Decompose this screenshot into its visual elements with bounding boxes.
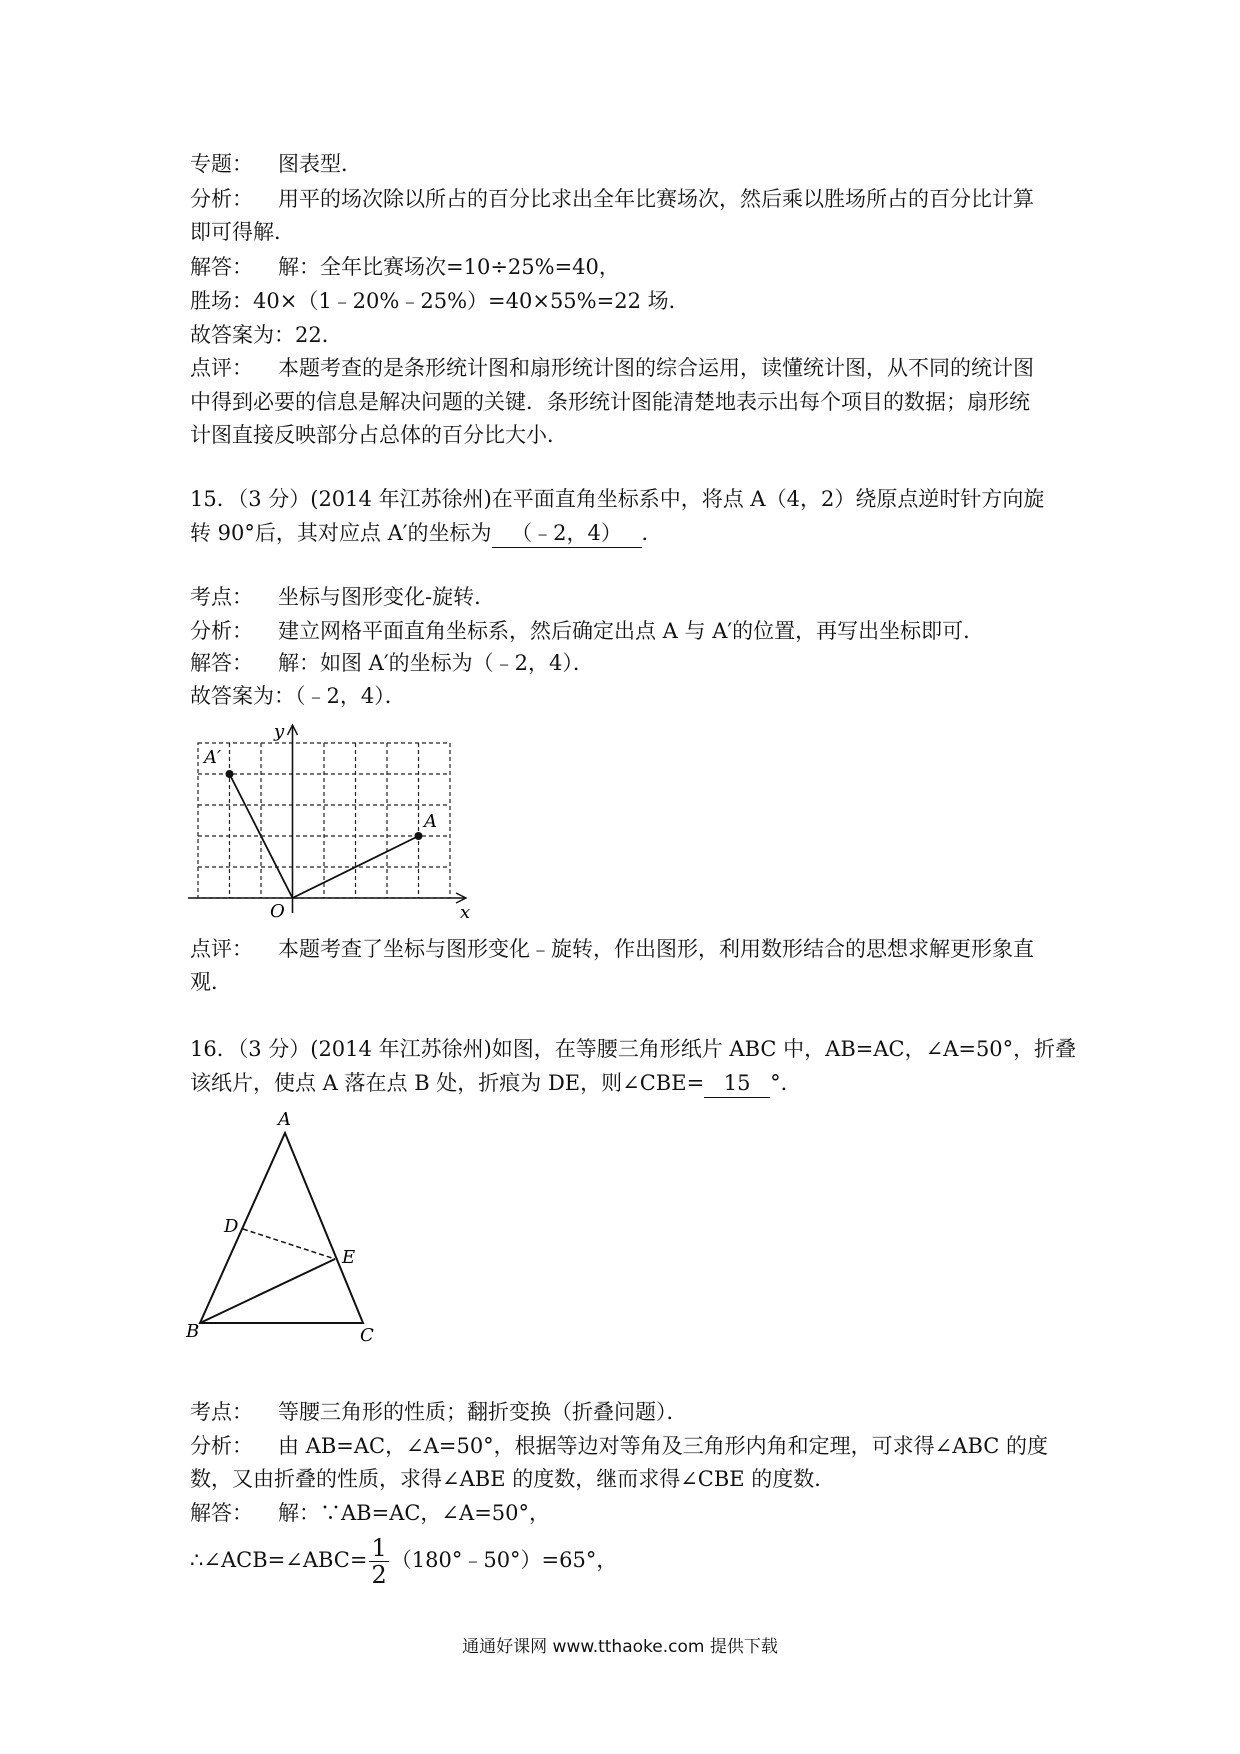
q14-answer-2: 胜场：40×（1﹣20%﹣25%）=40×55%=22 场． bbox=[190, 289, 690, 313]
q14-topic: 图表型． bbox=[278, 152, 362, 176]
q14-comment-line-1 bbox=[190, 351, 1070, 385]
q14-answer-1: 解：全年比赛场次=10÷25%=40， bbox=[278, 255, 620, 279]
q14-analysis-label: 分析： bbox=[190, 187, 253, 211]
q15-analysis: 建立网格平面直角坐标系，然后确定出点 A 与 A′的位置，再写出坐标即可． bbox=[278, 619, 985, 643]
q16-answer-2b: （180°﹣50°）=65°， bbox=[390, 1548, 618, 1572]
q14-analysis-1: 用平的场次除以所占的百分比求出全年比赛场次，然后乘以胜场所占的百分比计算 bbox=[278, 187, 1034, 211]
q15-comment-line-1 bbox=[190, 932, 1070, 966]
q15-point: 坐标与图形变化-旋转． bbox=[278, 585, 496, 609]
label-b: B bbox=[186, 1321, 200, 1342]
q15-stem-2b: ． bbox=[641, 521, 663, 545]
q15-answer-blank: （﹣2，4） bbox=[492, 519, 642, 548]
point-a bbox=[415, 832, 423, 840]
q14-analysis-line-1 bbox=[190, 182, 1070, 216]
q14-comment-1: 本题考查的是条形统计图和扇形统计图的综合运用，读懂统计图，从不同的统计图 bbox=[278, 356, 1034, 380]
q14-final-answer: 故答案为：22． bbox=[190, 323, 343, 347]
q16-answer-line-2 bbox=[190, 1532, 1070, 1588]
q16-analysis-label: 分析： bbox=[190, 1434, 253, 1458]
label-o: O bbox=[270, 901, 285, 922]
label-a: A bbox=[424, 811, 437, 832]
q15-comment-2: 观． bbox=[190, 970, 232, 994]
q16-stem-2b: °． bbox=[770, 1071, 802, 1095]
q14-topic-label: 专题： bbox=[190, 152, 253, 176]
fraction-one-half bbox=[369, 1535, 388, 1588]
q15-analysis-label: 分析： bbox=[190, 619, 253, 643]
q16-point-line bbox=[190, 1395, 1070, 1429]
label-a: A bbox=[278, 1109, 291, 1130]
fraction-denominator: 2 bbox=[371, 1561, 387, 1589]
q15-comment-1: 本题考查了坐标与图形变化﹣旋转，作出图形，利用数形结合的思想求解更形象直 bbox=[278, 937, 1034, 961]
q15-point-label: 考点： bbox=[190, 585, 253, 609]
q16-stem-line-2 bbox=[190, 1066, 1070, 1100]
point-a-prime bbox=[226, 770, 234, 778]
segment-be bbox=[200, 1259, 335, 1323]
q16-triangle-figure bbox=[180, 1105, 400, 1345]
q15-point-line bbox=[190, 580, 1070, 614]
q16-analysis-2: 数，又由折叠的性质，求得∠ABE 的度数，继而求得∠CBE 的度数． bbox=[190, 1467, 836, 1491]
q14-comment-label: 点评： bbox=[190, 356, 253, 380]
q15-answer: 解：如图 A′的坐标为（﹣2，4）． bbox=[278, 651, 594, 675]
label-e: E bbox=[342, 1247, 356, 1268]
q16-point: 等腰三角形的性质；翻折变换（折叠问题）． bbox=[278, 1400, 688, 1424]
fold-line-de bbox=[243, 1229, 335, 1259]
q14-answer-label: 解答： bbox=[190, 255, 253, 279]
q15-answer-label: 解答： bbox=[190, 651, 253, 675]
q14-analysis-2: 即可得解． bbox=[190, 220, 295, 244]
label-a-prime: A′ bbox=[204, 747, 222, 768]
q15-stem-1: 15．（3 分）(2014 年江苏徐州)在平面直角坐标系中，将点 A（4，2）绕原点逆时针方向旋 bbox=[190, 487, 1045, 511]
grid-lines bbox=[198, 743, 450, 898]
q14-comment-3: 计图直接反映部分占总体的百分比大小． bbox=[190, 423, 568, 447]
q16-answer-label: 解答： bbox=[190, 1501, 253, 1525]
label-d: D bbox=[224, 1216, 239, 1237]
q15-coordinate-figure bbox=[188, 715, 478, 925]
q16-answer-2a: ∴∠ACB=∠ABC= bbox=[190, 1548, 368, 1572]
q15-stem-2a: 转 90°后，其对应点 A′的坐标为 bbox=[190, 521, 492, 545]
q16-answer-1: 解：∵AB=AC，∠A=50°， bbox=[278, 1501, 551, 1525]
q14-topic-line bbox=[190, 147, 1070, 181]
label-c: C bbox=[360, 1325, 374, 1345]
fraction-numerator: 1 bbox=[371, 1534, 387, 1562]
q14-comment-2: 中得到必要的信息是解决问题的关键．条形统计图能清楚地表示出每个项目的数据；扇形统 bbox=[190, 390, 1030, 414]
q15-stem-line-2 bbox=[190, 516, 1070, 550]
page-footer: 通通好课网 www.tthaoke.com 提供下载 bbox=[462, 1637, 778, 1657]
q15-answer-line bbox=[190, 646, 1070, 680]
q16-stem-2a: 该纸片，使点 A 落在点 B 处，折痕为 DE，则∠CBE= bbox=[190, 1071, 705, 1095]
q15-analysis-line bbox=[190, 614, 1070, 648]
label-x: x bbox=[460, 902, 471, 923]
q16-analysis-line-1 bbox=[190, 1429, 1070, 1463]
label-y: y bbox=[274, 721, 285, 742]
q16-analysis-1: 由 AB=AC，∠A=50°，根据等边对等角及三角形内角和定理，可求得∠ABC 的度 bbox=[278, 1434, 1049, 1458]
q16-stem-1: 16．（3 分）(2014 年江苏徐州)如图，在等腰三角形纸片 ABC 中，AB=AC，∠A=50°，折叠 bbox=[190, 1037, 1077, 1061]
q16-answer-line-1 bbox=[190, 1496, 1070, 1530]
q16-answer-blank: 15 bbox=[704, 1069, 770, 1098]
q14-answer-line-1 bbox=[190, 250, 1070, 284]
q15-comment-label: 点评： bbox=[190, 937, 253, 961]
q15-final-answer: 故答案为：（﹣2，4）． bbox=[190, 684, 406, 708]
q16-point-label: 考点： bbox=[190, 1400, 253, 1424]
